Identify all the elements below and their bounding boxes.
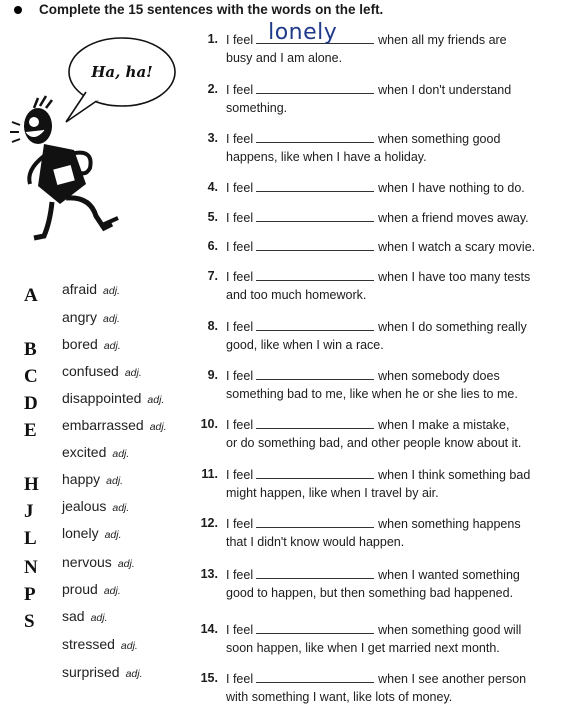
answer-blank[interactable] (256, 82, 374, 94)
answer-blank[interactable] (256, 417, 374, 429)
answer-blank[interactable] (256, 319, 374, 331)
word-proud: proud adj. (62, 581, 121, 597)
letter-j: J (24, 501, 34, 522)
answer-blank[interactable] (256, 671, 374, 683)
letter-h: H (24, 474, 39, 495)
word-embarrassed: embarrassed adj. (62, 417, 167, 433)
word-disappointed: disappointed adj. (62, 390, 165, 406)
word-afraid: afraid adj. (62, 281, 120, 297)
speech-bubble-text: Ha, ha! (91, 63, 153, 81)
word-angry: angry adj. (62, 309, 120, 325)
laughing-cartoon-illustration (0, 26, 190, 246)
handwritten-answer: lonely (268, 20, 338, 45)
answer-blank[interactable] (256, 239, 374, 251)
answer-blank[interactable] (256, 467, 374, 479)
answer-blank[interactable] (256, 368, 374, 380)
letter-n: N (24, 557, 38, 578)
instruction (14, 2, 383, 17)
letter-p: P (24, 584, 36, 605)
word-surprised: surprised adj. (62, 664, 143, 680)
word-bored: bored adj. (62, 336, 121, 352)
answer-blank[interactable] (256, 622, 374, 634)
answer-blank[interactable] (256, 210, 374, 222)
letter-s: S (24, 611, 35, 632)
letter-d: D (24, 393, 38, 414)
letter-l: L (24, 528, 37, 549)
word-jealous: jealous adj. (62, 498, 130, 514)
word-excited: excited adj. (62, 444, 130, 460)
answer-blank[interactable] (256, 20, 374, 45)
word-confused: confused adj. (62, 363, 142, 379)
letter-b: B (24, 339, 37, 360)
word-nervous: nervous adj. (62, 554, 135, 570)
word-lonely: lonely adj. (62, 525, 122, 541)
answer-blank[interactable] (256, 269, 374, 281)
word-stressed: stressed adj. (62, 636, 138, 652)
letter-a: A (24, 285, 38, 306)
answer-blank[interactable] (256, 180, 374, 192)
letter-c: C (24, 366, 38, 387)
answer-blank[interactable] (256, 131, 374, 143)
word-sad: sad adj. (62, 608, 108, 624)
bullet-icon (14, 6, 22, 14)
instruction-text: Complete the 15 sentences with the words on the left. (39, 2, 384, 17)
answer-blank[interactable] (256, 567, 374, 579)
word-happy: happy adj. (62, 471, 124, 487)
letter-e: E (24, 420, 37, 441)
answer-blank[interactable] (256, 516, 374, 528)
